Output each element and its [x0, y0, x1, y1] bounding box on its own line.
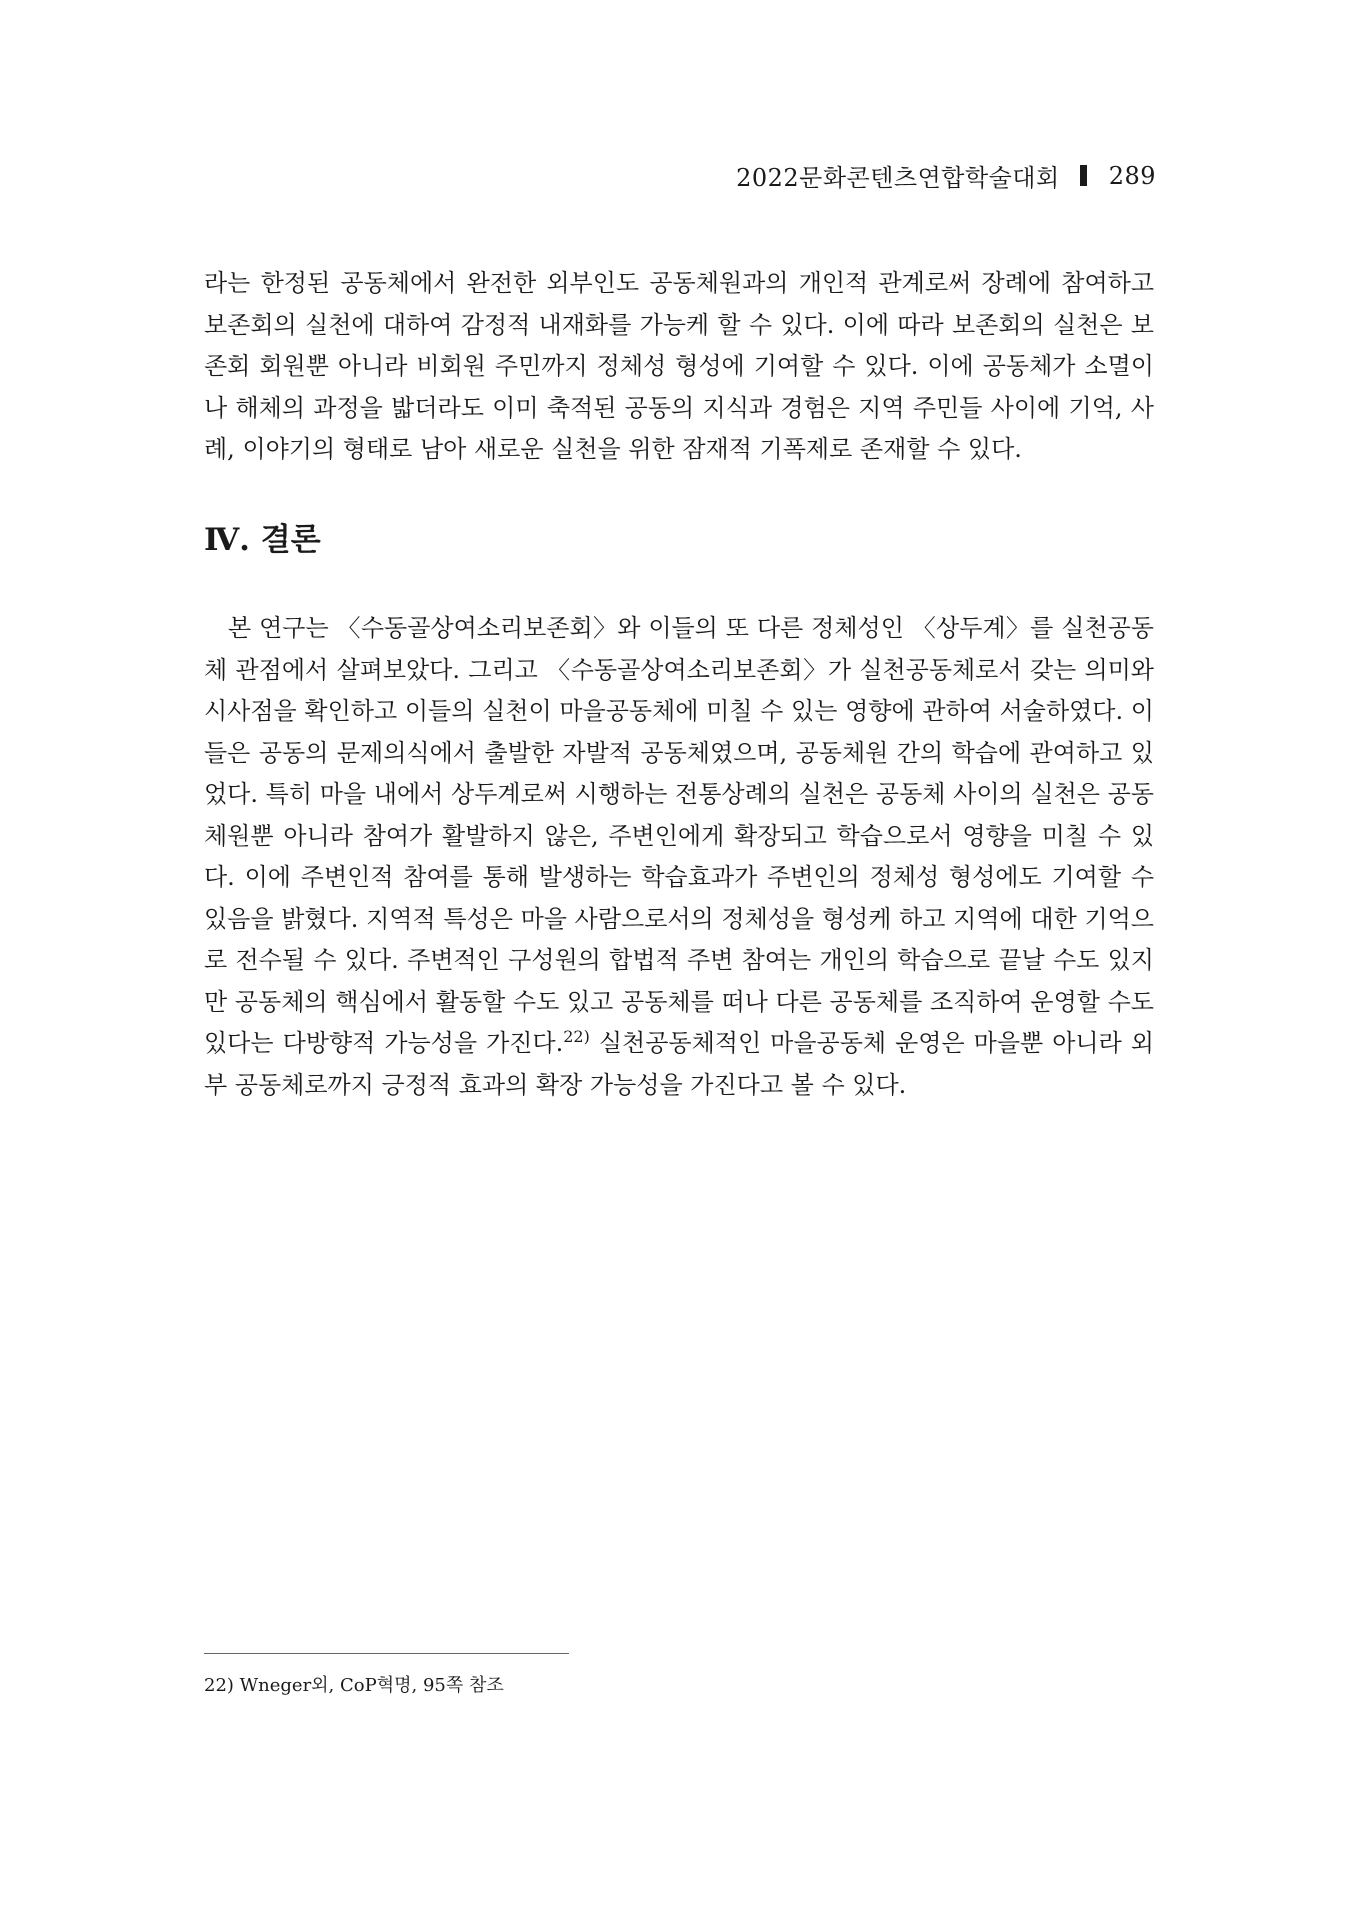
- paragraph-continued: 라는 한정된 공동체에서 완전한 외부인도 공동체원과의 개인적 관계로써 장례에 참여하고 보존회의 실천에 대하여 감정적 내재화를 가능케 할 수 있다. 이에 따라 보존회의 실천은 보존회 회원뿐 아니라 비회원 주민까지 정체성 형성에 기여할 수 있다. 이에 공동체가 소멸이나 해체의 과정을 밟더라도 이미 축적된 공동의 지식과 경험은 지역 주민들 사이에 기억, 사례, 이야기의 형태로 남아 새로운 실천을 위한 잠재적 기폭제로 존재할 수 있다.: [204, 269, 1154, 463]
- paragraph-conclusion: [204, 608, 1154, 1106]
- footnote-22: 22) Wneger외, CoP혁명, 95쪽 참조: [204, 1675, 504, 1696]
- running-title: 2022문화콘텐츠연합학술대회: [736, 164, 1060, 192]
- section-heading-conclusion: Ⅳ. 결론: [204, 522, 321, 558]
- conclusion-text-part-2: 실천공동체적인 마을공동체 운영은 마을뿐 아니라 외부 공동체로까지 긍정적 효과의 확장 가능성을 가진다고 볼 수 있다.: [204, 1029, 1154, 1099]
- footnote-divider: [204, 1653, 569, 1654]
- conclusion-text-part-1: 본 연구는 〈수동골상여소리보존회〉와 이들의 또 다른 정체성인 〈상두계〉를 실천공동체 관점에서 살펴보았다. 그리고 〈수동골상여소리보존회〉가 실천공동체로서 갖는 의미와 시사점을 확인하고 이들의 실천이 마을공동체에 미칠 수 있는 영향에 관하여 서술하였다. 이들은 공동의 문제의식에서 출발한 자발적 공동체였으며, 공동체원 간의 학습에 관여하고 있었다. 특히 마을 내에서 상두계로써 시행하는 전통상례의 실천은 공동체 사이의 실천은 공동체원뿐 아니라 참여가 활발하지 않은, 주변인에게 확장되고 학습으로서 영향을 미칠 수 있다. 이에 주변인적 참여를 통해 발생하는 학습효과가 주변인의 정체성 형성에도 기여할 수 있음을 밝혔다. 지역적 특성은 마을 사람으로서의 정체성을 형성케 하고 지역에 대한 기억으로 전수될 수 있다. 주변적인 구성원의 합법적 주변 참여는 개인의 학습으로 끝날 수도 있지만 공동체의 핵심에서 활동할 수도 있고 공동체를 떠나 다른 공동체를 조직하여 운영할 수도 있다는 다방향적 가능성을 가진다.: [204, 614, 1154, 1057]
- running-header: [736, 158, 1156, 193]
- header-separator: [1080, 165, 1087, 186]
- page-number: 289: [1108, 161, 1156, 190]
- footnote-reference-22[interactable]: 22): [563, 1027, 590, 1046]
